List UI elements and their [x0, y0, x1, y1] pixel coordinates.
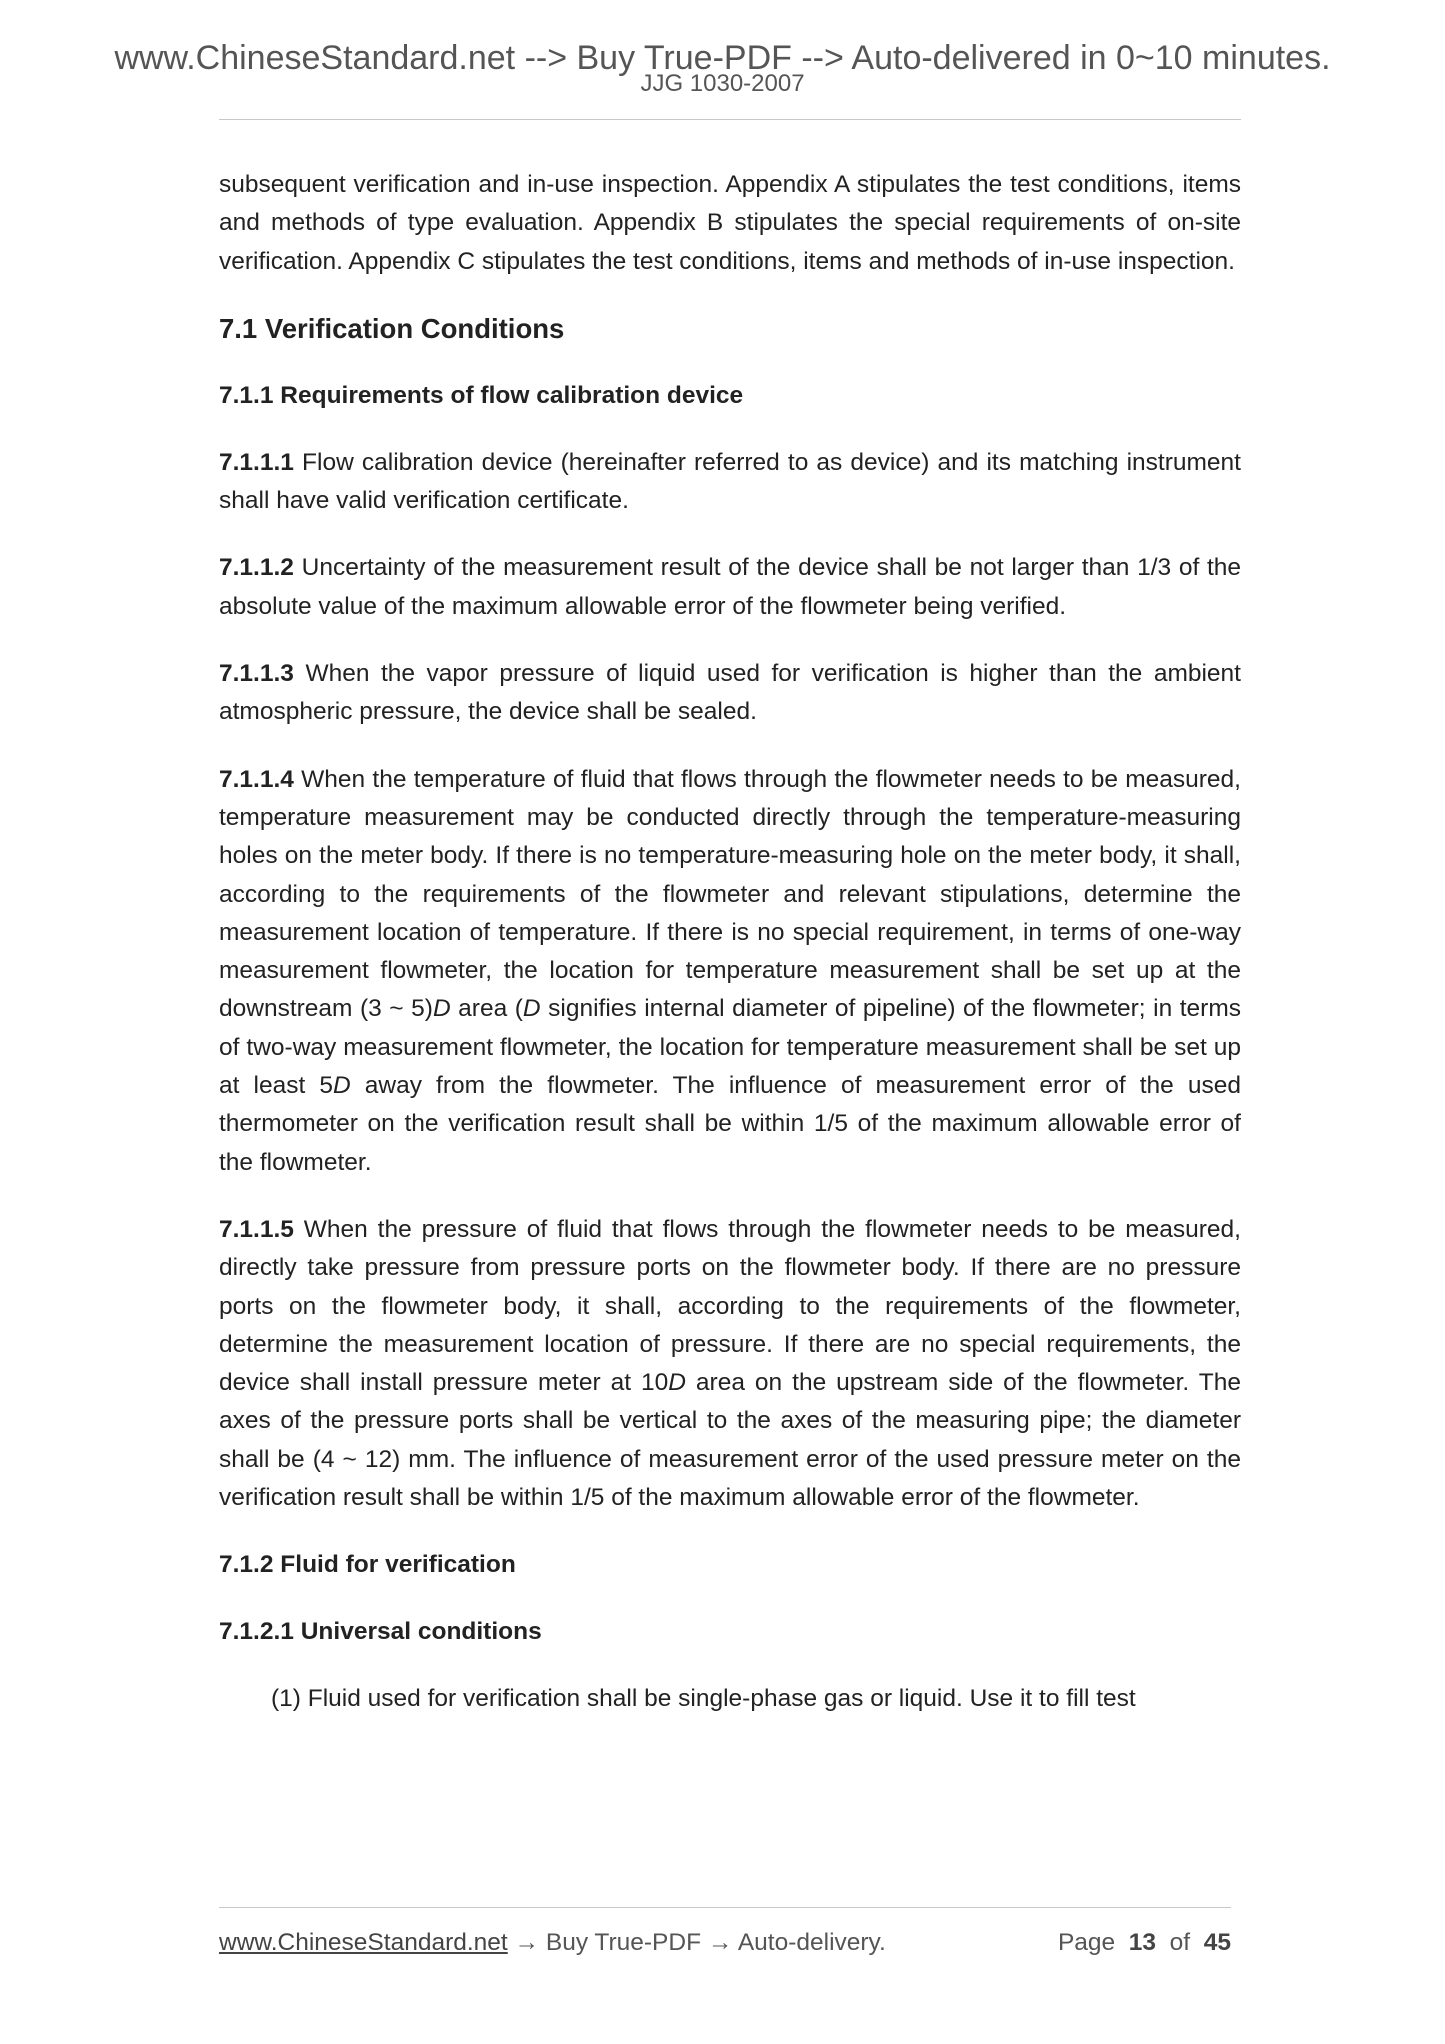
clause-text: When the pressure of fluid that flows through the flowmeter needs to be measured, directly take pressure from pressure ports on the flowmeter body. If there are no pressure ports on the flowmeter body, it shall, according to the requirements of the flowmeter, determine the measurement location of pressure. If there are no special requirements, the device shall install pressure meter at 10: [219, 1215, 1241, 1397]
section-heading-7-1-1: 7.1.1 Requirements of flow calibration device: [219, 381, 744, 409]
clause-text: Uncertainty of the measurement result of the device shall be not larger than 1/3 of the absolute value of the maximum allowable error of the flowmeter being verified.: [219, 554, 1241, 620]
diameter-symbol: D: [332, 1072, 351, 1100]
page-number: 13: [1128, 1929, 1157, 1956]
footer-promo: [219, 1926, 886, 1960]
clause-number: 7.1.1.4: [219, 765, 294, 793]
clause-number: 7.1.1.5: [219, 1215, 294, 1243]
clause-text: When the vapor pressure of liquid used for verification is higher than the ambient atmospheric pressure, the device shall be sealed.: [219, 660, 1241, 726]
list-item-1: (1) Fluid used for verification shall be single-phase gas or liquid. Use it to fill test: [271, 1685, 1136, 1713]
page-of-label: of: [1169, 1929, 1191, 1956]
clause-number: 7.1.1.2: [219, 554, 294, 582]
diameter-symbol: D: [668, 1369, 686, 1397]
page-indicator: [1058, 1926, 1231, 1960]
clause-text: Flow calibration device (hereinafter referred to as device) and its matching instrument shall have valid verification certificate.: [219, 448, 1241, 515]
page-label: Page: [1057, 1929, 1116, 1956]
footer-site-link[interactable]: www.ChineseStandard.net: [219, 1929, 508, 1956]
clause-text: away from the flowmeter. The influence of measurement error of the used thermometer on the verification result shall be within 1/5 of the maximum allowable error of the flowmeter.: [219, 1072, 1241, 1176]
section-heading-7-1-2-1: 7.1.2.1 Universal conditions: [219, 1618, 542, 1646]
footer-promo-text: → Buy True-PDF → Auto-delivery.: [507, 1929, 886, 1956]
clause-7-1-1-5: [219, 1211, 1241, 1517]
section-heading-7-1: 7.1 Verification Conditions: [219, 312, 565, 344]
clause-7-1-1-4: [219, 761, 1241, 1182]
clause-7-1-1-3: [219, 655, 1241, 732]
document-id: JJG 1030-2007: [640, 70, 805, 97]
section-heading-7-1-2: 7.1.2 Fluid for verification: [219, 1551, 516, 1579]
footer-divider: [219, 1907, 1231, 1908]
intro-paragraph: subsequent verification and in-use inspection. Appendix A stipulates the test conditions, items and methods of type evaluation. Appendix B stipulates the special requirements of on-site verification. Appendix C stipulates the test conditions, items and methods of in-use inspection.: [219, 171, 1241, 275]
header-divider: [219, 119, 1241, 120]
clause-number: 7.1.1.1: [219, 448, 294, 476]
clause-7-1-1-2: [219, 549, 1241, 626]
clause-text: When the temperature of fluid that flows through the flowmeter needs to be measured, temperature measurement may be conducted directly through the temperature-measuring holes on the meter body. If there is no temperature-measuring hole on the meter body, it shall, according to the requirements of the flowmeter and relevant stipulations, determine the measurement location of temperature. If there is no special requirement, in terms of one-way measurement flowmeter, the location for temperature measurement shall be set up at the downstream (3 ~ 5): [219, 765, 1241, 1023]
diameter-symbol: D: [522, 995, 541, 1023]
clause-number: 7.1.1.3: [219, 660, 294, 688]
clause-text: signifies internal diameter of pipeline) of the flowmeter; in terms of two-way measurement flowmeter, the location for temperature measurement shall be set up at least 5: [219, 995, 1241, 1100]
header-banner: www.ChineseStandard.net --> Buy True-PDF --> Auto-delivered in 0~10 minutes.: [114, 39, 1331, 77]
page-total: 45: [1203, 1929, 1231, 1956]
clause-text: area on the upstream side of the flowmeter. The axes of the pressure ports shall be vertical to the axes of the measuring pipe; the diameter shall be (4 ~ 12) mm. The influence of measurement error of the used pressure meter on the verification result shall be within 1/5 of the maximum allowable error of the flowmeter.: [219, 1369, 1241, 1512]
diameter-symbol: D: [432, 995, 451, 1023]
clause-7-1-1-1: [219, 444, 1241, 521]
clause-text: area (: [450, 995, 523, 1023]
page-content: [219, 166, 1241, 1748]
